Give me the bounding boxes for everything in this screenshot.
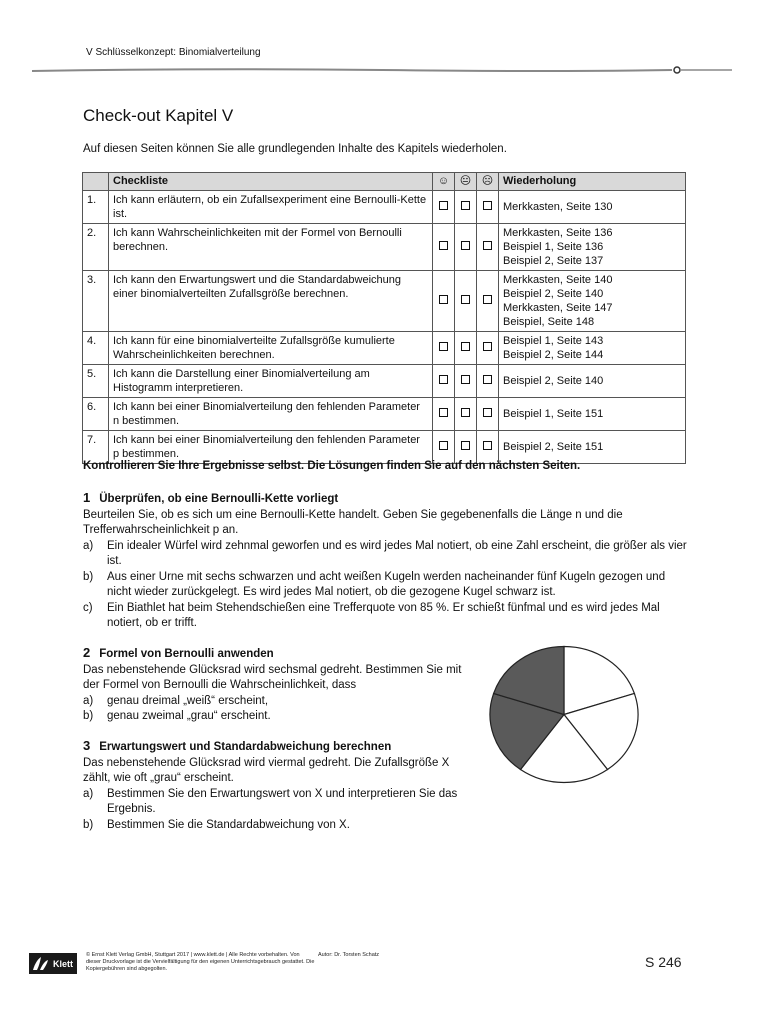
checkbox[interactable] (461, 295, 470, 304)
item-text: genau zweimal „grau“ erscheint. (107, 710, 271, 722)
checkbox[interactable] (483, 441, 492, 450)
row-task: Ich kann den Erwartungswert und die Standardabweichung einer binomialverteilten Zufallsgröße berechnen. (109, 271, 433, 332)
task-3-intro: Das nebenstehende Glücksrad wird viermal gedreht. Die Zufallsgröße X zählt, wie oft „grau“ erscheint. (83, 756, 450, 784)
self-assessment-cell (455, 431, 477, 464)
item-label: b) (83, 818, 94, 831)
task-2 (83, 645, 468, 725)
item-label: a) (83, 694, 94, 707)
review-reference: Beispiel 2, Seite 140 (503, 375, 604, 387)
task-1-intro: Beurteilen Sie, ob es sich um eine Bernoulli-Kette handelt. Geben Sie gegebenenfalls die Länge n und die Trefferwahrscheinlichkeit p an. (83, 508, 623, 536)
self-assessment-cell (455, 332, 477, 365)
checkbox[interactable] (439, 241, 448, 250)
header-rule (32, 64, 732, 78)
smiley-sad-icon: ☹ (477, 173, 499, 191)
table-row (83, 224, 686, 271)
wheel-of-fortune (486, 643, 642, 786)
table-row (83, 398, 686, 431)
self-assessment-cell (455, 191, 477, 224)
item-text: Bestimmen Sie die Standardabweichung von X. (107, 818, 350, 831)
self-assessment-cell (477, 365, 499, 398)
task-2-heading (83, 645, 468, 663)
item-label: c) (83, 601, 93, 614)
row-number: 4. (83, 332, 109, 365)
self-assessment-cell (433, 431, 455, 464)
self-assessment-cell (433, 398, 455, 431)
checkbox[interactable] (483, 295, 492, 304)
item-text: Bestimmen Sie den Erwartungswert von X und interpretieren Sie das Ergebnis. (107, 787, 458, 815)
item-label: b) (83, 570, 94, 583)
self-assessment-cell (477, 431, 499, 464)
checkbox[interactable] (439, 375, 448, 384)
row-review (499, 365, 686, 398)
row-number: 6. (83, 398, 109, 431)
task-3 (83, 738, 468, 833)
author-text: Autor: Dr. Torsten Schatz (318, 952, 380, 958)
item-label: a) (83, 787, 94, 800)
row-task: Ich kann erläutern, ob ein Zufallsexperiment eine Bernoulli-Kette ist. (109, 191, 433, 224)
review-reference: Beispiel, Seite 148 (503, 316, 595, 328)
item-text: genau dreimal „weiß“ erscheint, (107, 694, 269, 707)
self-assessment-cell (477, 332, 499, 365)
checkbox[interactable] (439, 342, 448, 351)
row-review (499, 271, 686, 332)
checkbox[interactable] (483, 408, 492, 417)
task-2-item-b (83, 709, 468, 725)
checkbox[interactable] (461, 408, 470, 417)
task-1 (83, 490, 688, 632)
task-3-item-a (83, 787, 468, 818)
review-reference: Beispiel 2, Seite 137 (503, 255, 604, 267)
self-assessment-cell (433, 332, 455, 365)
header-num (83, 173, 109, 191)
self-assessment-cell (433, 365, 455, 398)
header-review: Wiederholung (499, 173, 686, 191)
review-reference: Beispiel 2, Seite 140 (503, 288, 604, 300)
solutions-note: Kontrollieren Sie Ihre Ergebnisse selbst. Die Lösungen finden Sie auf den nächsten Seiten. (83, 460, 581, 472)
self-assessment-cell (433, 191, 455, 224)
row-review (499, 224, 686, 271)
intro-text: Auf diesen Seiten können Sie alle grundlegenden Inhalte des Kapitels wiederholen. (83, 143, 507, 155)
checkbox[interactable] (461, 241, 470, 250)
review-reference: Merkkasten, Seite 136 (503, 227, 613, 239)
task-2-number: 2 (83, 645, 91, 660)
task-1-item-c (83, 601, 688, 632)
checklist-body (83, 191, 686, 464)
review-reference: Beispiel 2, Seite 151 (503, 441, 604, 453)
task-2-intro: Das nebenstehende Glücksrad wird sechsmal gedreht. Bestimmen Sie mit der Formel von Bernoulli die Wahrscheinlichkeit, dass (83, 663, 462, 691)
page-number: S 246 (645, 954, 682, 970)
table-row (83, 431, 686, 464)
checkbox[interactable] (439, 441, 448, 450)
task-3-number: 3 (83, 738, 91, 753)
logo-text: Klett (53, 959, 73, 969)
self-assessment-cell (455, 224, 477, 271)
row-number: 5. (83, 365, 109, 398)
row-number: 7. (83, 431, 109, 464)
smiley-neutral-icon: 😐 (455, 173, 477, 191)
review-reference: Beispiel 2, Seite 144 (503, 349, 604, 361)
item-text: Aus einer Urne mit sechs schwarzen und acht weißen Kugeln werden nacheinander fünf Kugeln gezogen und nicht wieder zurückgelegt. Es wird jedes Mal notiert, ob die gezogene Kugel schwarz ist. (107, 570, 666, 598)
row-number: 2. (83, 224, 109, 271)
checkbox[interactable] (483, 342, 492, 351)
self-assessment-cell (477, 398, 499, 431)
checkbox[interactable] (483, 201, 492, 210)
review-reference: Merkkasten, Seite 147 (503, 302, 613, 314)
checkbox[interactable] (461, 441, 470, 450)
checkbox[interactable] (439, 295, 448, 304)
item-text: Ein Biathlet hat beim Stehendschießen eine Trefferquote von 85 %. Er schießt fünfmal und es wird jedes Mal notiert, ob er trifft. (107, 601, 660, 629)
table-row (83, 332, 686, 365)
task-3-title: Erwartungswert und Standardabweichung berechnen (99, 741, 392, 753)
row-task: Ich kann die Darstellung einer Binomialverteilung am Histogramm interpretieren. (109, 365, 433, 398)
review-reference: Beispiel 1, Seite 136 (503, 241, 604, 253)
row-task: Ich kann für eine binomialverteilte Zufallsgröße kumulierte Wahrscheinlichkeiten berechnen. (109, 332, 433, 365)
copyright-text: © Ernst Klett Verlag GmbH, Stuttgart 2017 | www.klett.de | Alle Rechte vorbehalten. Von dieser Druckvorlage ist die Vervielfältigung für den eigenen Unterrichtsgebrauch gestattet. Die Kopiergebühren sind abgegolten. (86, 952, 315, 972)
row-task: Ich kann bei einer Binomialverteilung den fehlenden Parameter n bestimmen. (109, 398, 433, 431)
task-1-heading (83, 490, 688, 508)
page-title: Check-out Kapitel V (83, 106, 234, 125)
checkbox[interactable] (439, 408, 448, 417)
self-assessment-cell (477, 271, 499, 332)
row-review (499, 191, 686, 224)
task-1-item-a (83, 539, 688, 570)
task-1-item-b (83, 570, 688, 601)
smiley-happy-icon: ☺ (433, 173, 455, 191)
klett-logo (29, 953, 77, 974)
checkbox[interactable] (461, 201, 470, 210)
row-review (499, 332, 686, 365)
row-task: Ich kann Wahrscheinlichkeiten mit der Formel von Bernoulli berechnen. (109, 224, 433, 271)
checkbox[interactable] (461, 342, 470, 351)
review-reference: Merkkasten, Seite 140 (503, 274, 613, 286)
item-label: a) (83, 539, 94, 552)
task-1-title: Überprüfen, ob eine Bernoulli-Kette vorliegt (99, 493, 339, 505)
item-text: Ein idealer Würfel wird zehnmal geworfen und es wird jedes Mal notiert, ob eine Zahl erscheint, die größer als vier ist. (107, 539, 687, 567)
running-header: V Schlüsselkonzept: Binomialverteilung (86, 47, 261, 58)
task-2-item-a (83, 694, 468, 710)
self-assessment-cell (455, 365, 477, 398)
self-assessment-cell (477, 191, 499, 224)
checkbox[interactable] (483, 375, 492, 384)
table-row (83, 365, 686, 398)
row-review (499, 431, 686, 464)
item-label: b) (83, 710, 94, 722)
review-reference: Beispiel 1, Seite 143 (503, 335, 604, 347)
task-2-title: Formel von Bernoulli anwenden (99, 648, 274, 660)
checkbox[interactable] (461, 375, 470, 384)
task-3-heading (83, 738, 468, 756)
self-assessment-cell (455, 271, 477, 332)
review-reference: Merkkasten, Seite 130 (503, 201, 613, 213)
self-assessment-cell (455, 398, 477, 431)
review-reference: Beispiel 1, Seite 151 (503, 408, 604, 420)
checkbox[interactable] (439, 201, 448, 210)
self-assessment-cell (477, 224, 499, 271)
row-task: Ich kann bei einer Binomialverteilung den fehlenden Parameter p bestimmen. (109, 431, 433, 464)
checkbox[interactable] (483, 241, 492, 250)
table-header-row (83, 173, 686, 191)
checklist-table (82, 172, 686, 464)
header-checklist: Checkliste (109, 173, 433, 191)
task-3-item-b (83, 818, 468, 834)
row-review (499, 398, 686, 431)
row-number: 3. (83, 271, 109, 332)
task-1-number: 1 (83, 490, 91, 505)
self-assessment-cell (433, 271, 455, 332)
row-number: 1. (83, 191, 109, 224)
table-row (83, 191, 686, 224)
self-assessment-cell (433, 224, 455, 271)
table-row (83, 271, 686, 332)
